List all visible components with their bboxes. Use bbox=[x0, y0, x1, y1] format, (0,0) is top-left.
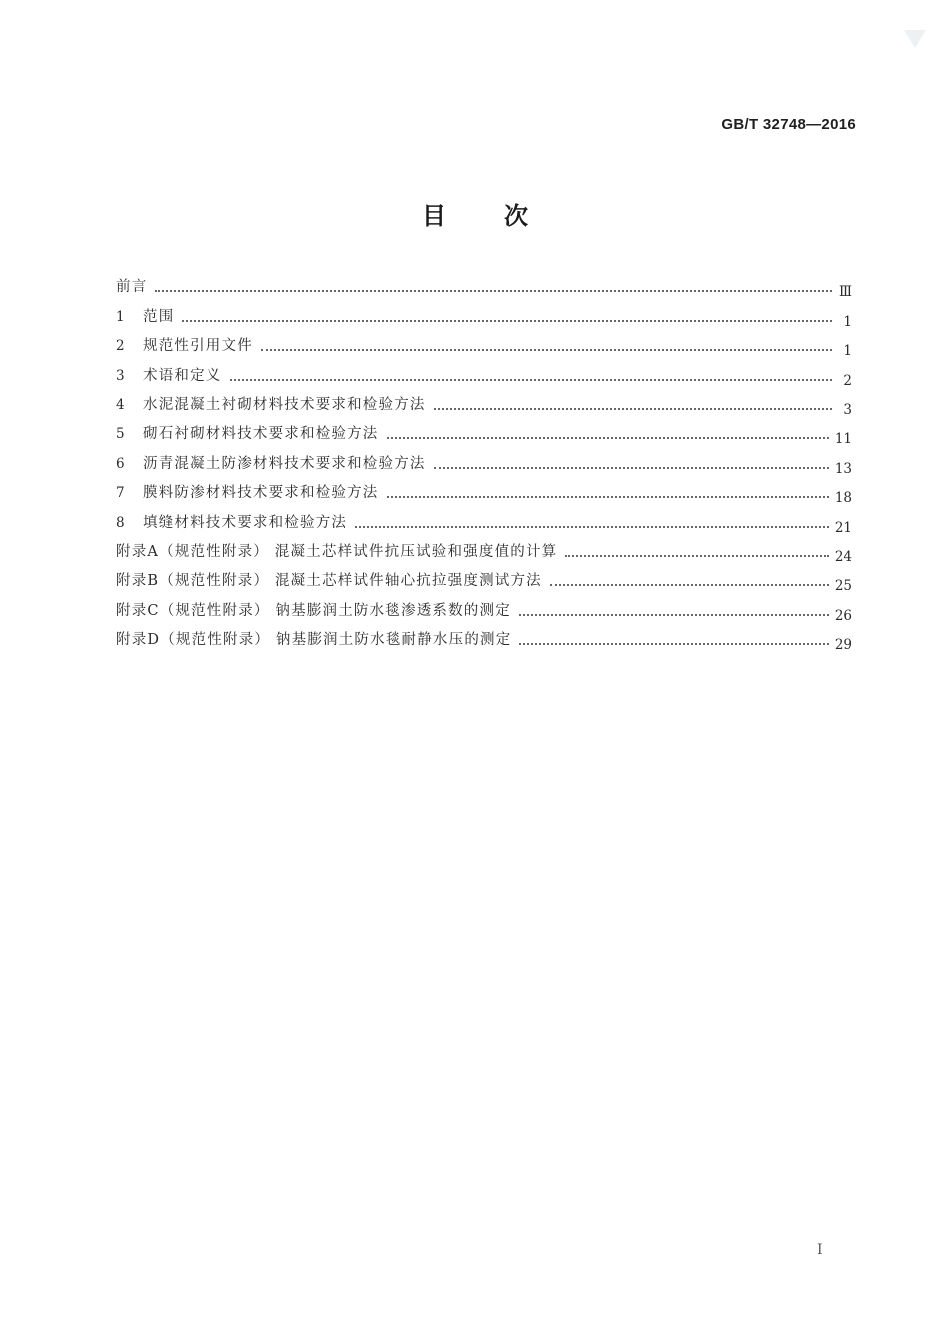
toc-entry-page: 2 bbox=[843, 372, 852, 389]
toc-entry-label: 术语和定义 bbox=[143, 367, 222, 384]
toc-entry-page: 1 bbox=[843, 313, 852, 330]
toc-dot-leader bbox=[182, 319, 832, 322]
toc-entry-number: 2 bbox=[116, 338, 125, 355]
toc-entry-page: 1 bbox=[843, 343, 852, 360]
toc-entry-label: 附录A（规范性附录） 混凝土芯样试件抗压试验和强度值的计算 bbox=[116, 543, 558, 560]
corner-mark-icon bbox=[902, 28, 928, 50]
toc-entry-page: 26 bbox=[834, 607, 852, 624]
toc-entry-page: 18 bbox=[834, 490, 852, 507]
toc-entry-label: 附录D（规范性附录） 钠基膨润土防水毯耐静水压的测定 bbox=[116, 632, 512, 649]
toc-entry[interactable] bbox=[116, 327, 852, 360]
toc-entry-label: 附录C（规范性附录） 钠基膨润土防水毯渗透系数的测定 bbox=[116, 602, 511, 619]
toc-entry-label: 前言 bbox=[116, 279, 148, 296]
toc-dot-leader bbox=[434, 407, 832, 410]
toc-entry-label: 范围 bbox=[143, 308, 175, 325]
toc-entry-page: 11 bbox=[834, 431, 852, 448]
toc-dot-leader bbox=[387, 495, 829, 498]
toc-dot-leader bbox=[519, 613, 829, 616]
toc-entry[interactable] bbox=[116, 268, 852, 301]
toc-entry-page: 21 bbox=[834, 519, 852, 536]
toc-entry[interactable] bbox=[116, 415, 852, 448]
toc-entry[interactable] bbox=[116, 386, 852, 418]
toc-entry-label: 规范性引用文件 bbox=[143, 338, 253, 355]
toc-entry-label: 填缝材料技术要求和检验方法 bbox=[143, 514, 348, 531]
page-number: I bbox=[817, 1242, 823, 1258]
toc-entry-label: 沥青混凝土防渗材料技术要求和检验方法 bbox=[143, 455, 426, 472]
toc-dot-leader bbox=[550, 583, 829, 586]
toc-entry[interactable] bbox=[116, 503, 852, 536]
toc-entry-label: 膜料防渗材料技术要求和检验方法 bbox=[143, 485, 379, 502]
toc-entry[interactable] bbox=[116, 474, 852, 507]
toc-dot-leader bbox=[155, 289, 832, 292]
toc-dot-leader bbox=[230, 378, 833, 381]
toc-entry[interactable] bbox=[116, 297, 852, 330]
toc-entry-number: 4 bbox=[116, 396, 125, 413]
toc-entry-number: 8 bbox=[116, 514, 125, 531]
toc-entry-number: 1 bbox=[116, 308, 125, 325]
toc-dot-leader bbox=[519, 642, 828, 645]
toc-entry[interactable] bbox=[116, 444, 852, 477]
toc-entry-label: 砌石衬砌材料技术要求和检验方法 bbox=[143, 426, 379, 443]
toc-entry[interactable] bbox=[116, 562, 852, 595]
toc-entry-number: 6 bbox=[116, 455, 125, 472]
toc-entry-page: 13 bbox=[834, 460, 852, 477]
toc-entry-page: 25 bbox=[834, 578, 852, 595]
toc-entry-number: 3 bbox=[116, 367, 125, 384]
toc-entry[interactable] bbox=[116, 591, 852, 624]
toc-entry[interactable] bbox=[116, 621, 852, 654]
toc-dot-leader bbox=[261, 348, 832, 351]
toc-entry-page: 3 bbox=[843, 401, 852, 418]
toc-entry[interactable] bbox=[116, 533, 852, 565]
standard-code: GB/T 32748—2016 bbox=[721, 116, 856, 133]
toc-list bbox=[116, 268, 852, 654]
toc-entry-label: 附录B（规范性附录） 混凝土芯样试件轴心抗拉强度测试方法 bbox=[116, 573, 542, 590]
toc-entry[interactable] bbox=[116, 356, 852, 389]
page-title: 目次 bbox=[422, 202, 586, 230]
toc-dot-leader bbox=[355, 525, 829, 528]
toc-dot-leader bbox=[434, 466, 829, 469]
toc-entry-number: 5 bbox=[116, 426, 125, 443]
toc-entry-page: 24 bbox=[834, 548, 852, 565]
toc-entry-label: 水泥混凝土衬砌材料技术要求和检验方法 bbox=[143, 396, 426, 413]
toc-entry-page: 29 bbox=[834, 637, 852, 654]
toc-entry-page: Ⅲ bbox=[838, 284, 852, 301]
toc-dot-leader bbox=[565, 554, 828, 557]
toc-entry-number: 7 bbox=[116, 485, 125, 502]
toc-dot-leader bbox=[387, 436, 829, 439]
